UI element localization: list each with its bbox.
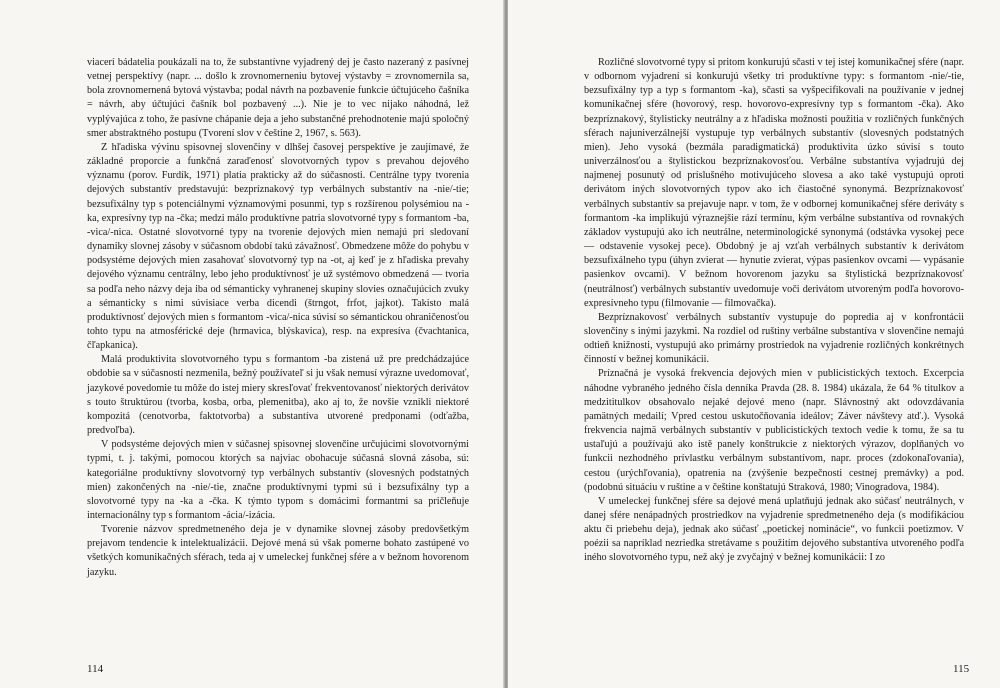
page-number: 114 (87, 663, 104, 675)
paragraph: Rozličné slovotvorné typy si pritom konkurujú sčasti v tej istej komunikačnej sfére (napr. v odbornom vyjadrení si konkurujú všetky tri produktívne typy: s formantom -nie/-tie, bezsufixálny typ a typ s formantom -ka), sčasti sa vyšpecifikovali na používanie v jednej komunikačnej sfére (hovorový, resp. hovorovo-expresívny typ s formantom -čka). Ako bezpríznakový, štylisticky neutrálny a z hľadiska možnosti použitia v rozličných funkčných sférach najuniverzálnejší vystupuje typ verbálnych substantív (slovesných podstatných mien). Jeho vysoká (bezmála paradigmatická) produktivita úzko súvisí s touto univerzálnosťou a štylistickou bezpríznakovosťou. Verbálne substantíva vyjadrujú dej najmenej posunutý od príslušného motivujúceho slovesa a ako také vystupujú oproti derivátom iných slovotvorných typov ako ich čiastočné synonymá. Bezpríznakovosť verbálnych substantív sa prejavuje napr. v tom, že v odbornej komunikačnej sfére deriváty s formantom -ka implikujú výraznejšie rází termínu, kým verbálne substantíva od rovnakých základov vystupujú ako ich neutrálne, neterminologické synonymá (odstávka vysokej pece — odstavenie vysokej pece). Obdobný je aj vzťah verbálnych substantív k derivátom bezsufixálneho typu (úhyn zvierat — hynutie zvierat, výpas pasienkov ovcami — vypásanie pasienkov ovcami). V bežnom hovorenom jazyku sa štylistická bezpríznakovosť (neutrálnosť) verbálnych substantív uvedomuje voči derivátom utvoreným podľa hovorovo-expresívneho typu (filmovanie — filmovačka). (584, 57, 964, 309)
paragraph: Z hľadiska vývinu spisovnej slovenčiny v dlhšej časovej perspektíve je zaujímavé, že základné proporcie a funkčná zaraďenosť slovotvorných typov s prevahou dejového významu (porov. Furdík, 1971) platia prakticky až do súčasnosti. Centrálne typy tvorenia dejových substantív predstavujú: bezpríznakový typ verbálnych substantív na -nie/-tie; bezsufixálny typ s potenciálnymi významovými posunmi, typ s rozšírenou polysémiou na -ka, expresívny typ na -čka; medzi málo produktívne patria slovotvorné typy s formantom -ba, -vica/-nica. Ostatné slovotvorné typy na tvorenie dejových mien nemajú pri sledovaní dynamiky slovnej zásoby v súčasnom období takú závažnosť. Obmedzene môže do pohybu v podsystéme dejových mien zasahovať slovotvorný typ na -ot, aj keď je z hľadiska prevahy dejového významu centrálny, lebo jeho produktívnosť je už systémovo obmedzená — tvoria sa podľa neho názvy deja iba od sémanticky vyhranenej skupiny slovies označujúcich zvuky a sémanticky s nimi súvisiace verba dicendi (štrngot, frfot, jajkot). Takisto malá produktívnosť dejových mien s formantom -vica/-nica súvisí so sémantickou ohraničenosťou tohto typu na atmosférické deje (hrmavica, blýskavica), resp. na expresíva (čvachtanica, čľapkanica). (87, 141, 469, 352)
left-page-text (87, 56, 469, 580)
paragraph: V umeleckej funkčnej sfére sa dejové mená uplatňujú jednak ako súčasť neutrálnych, v danej sfére nenápadných prostriedkov na vyjadrenie spredmetneného deja (s modifikáciou aktu či priebehu deja), jednak ako súčasť „poetickej nominácie“, vo funkcii poetizmov. V poézii sa napríklad nezriedka stretávame s použitím dejového substantíva utvoreného podľa iného slovotvorného typu, než aký je zvyčajný v bežnej komunikácii: I zo (584, 495, 964, 564)
paragraph: viacerí bádatelia poukázali na to, že substantívne vyjadrený dej je často nazeraný z pasívnej vetnej perspektívy (napr. ... došlo k zrovnomerneniu bytovej výstavby = zrovnomernila sa, bola zrovnomernená bytová výstavba; podal návrh na pozbavenie funkcie účtujúceho čašníka = návrh, aby účtujúci čašník bol pozbavený ...). Nie je to vec nijako náhodná, lež vyplývajúca z toho, že pasívne chápanie deja a jeho substančné prehodnotenie majú spoločný smer abstraktného postupu (Tvorení slov v češtine 2, 1967, s. 563). (87, 57, 469, 139)
paragraph: Príznačná je vysoká frekvencia dejových mien v publicistických textoch. Excerpcia náhodne vybraného jedného čísla denníka Pravda (28. 8. 1984) ukázala, že 64 % titulkov a medzititulkov obsahovalo nejaké dejové meno (napr. Slávnostný akt odovzdávania pamätných medailí; Vpred cestou uskutočňovania ideálov; Záver návštevy atď.). Vysoká frekvencia najmä verbálnych substantív v publicistických textoch vedie k tomu, že sa tu ustaľujú a používajú ako istě panely konštrukcie z niektorých výrazov, doplňaných vo funkcii nezhodného prívlastku verbálnym substantívom, napr. proces (zdokonaľovania), cestou (urýchľovania), opatrenia na (zvýšenie bezpečnosti cestnej premávky) a pod. (podobnú situáciu v ruštine a v češtine konštatujú Straková, 1980; Vinogradova, 1984). (584, 368, 964, 493)
paragraph: Malá produktivita slovotvorného typu s formantom -ba zistená už pre predchádzajúce obdobie sa v súčasnosti nezmenila, bežný používateľ si ju však nemusí výrazne uvedomovať, jazykové povedomie tu môže do istej miery skresľovať frekventovanosť niektorých derivátov s touto štruktúrou (tvorba, kosba, orba, plemenitba), ako aj to, že novšie vznikli niektoré kompozitá (cenotvorba, faktotvorba) a substantíva utvorené predponami (odťažba, predvoľba). (87, 354, 469, 437)
paragraph: Bezpríznakovosť verbálnych substantív vystupuje do popredia aj v konfrontácii slovenčiny s inými jazykmi. Na rozdiel od ruštiny verbálne substantíva v slovenčine nemajú odtieň knižnosti, vystupujú ako primárny prostriedok na vyjadrenie rozličných konkrétnych činností v bežnej komunikácii. (584, 311, 964, 366)
page-number: 115 (953, 663, 970, 675)
right-page (508, 0, 1000, 688)
paragraph: Tvorenie názvov spredmetneného deja je v dynamike slovnej zásoby predovšetkým prejavom tendencie k intelektualizácii. Dejové mená sú však pomerne bohato zastúpené vo všetkých komunikačných sférach, teda aj v umeleckej funkčnej sfére a v bežnom hovorenom jazyku. (87, 524, 469, 578)
right-page-text (584, 56, 964, 566)
paragraph: V podsystéme dejových mien v súčasnej spisovnej slovenčine určujúcimi slovotvornými typmi, t. j. takými, pomocou ktorých sa najviac obohacuje súčasná slovná zásoba, sú: kategoriálne produktívny slovotvorný typ verbálnych substantív (slovesných podstatných mien) zakončených na -nie/-tie, značne produktívnymi typmi sú i bezsufixálny typ a slovotvorné typy na -ka a -čka. K týmto typom s domácimi formantmi sa pričleňuje internacionálny typ s formantom -ácia/-izácia. (87, 439, 469, 521)
